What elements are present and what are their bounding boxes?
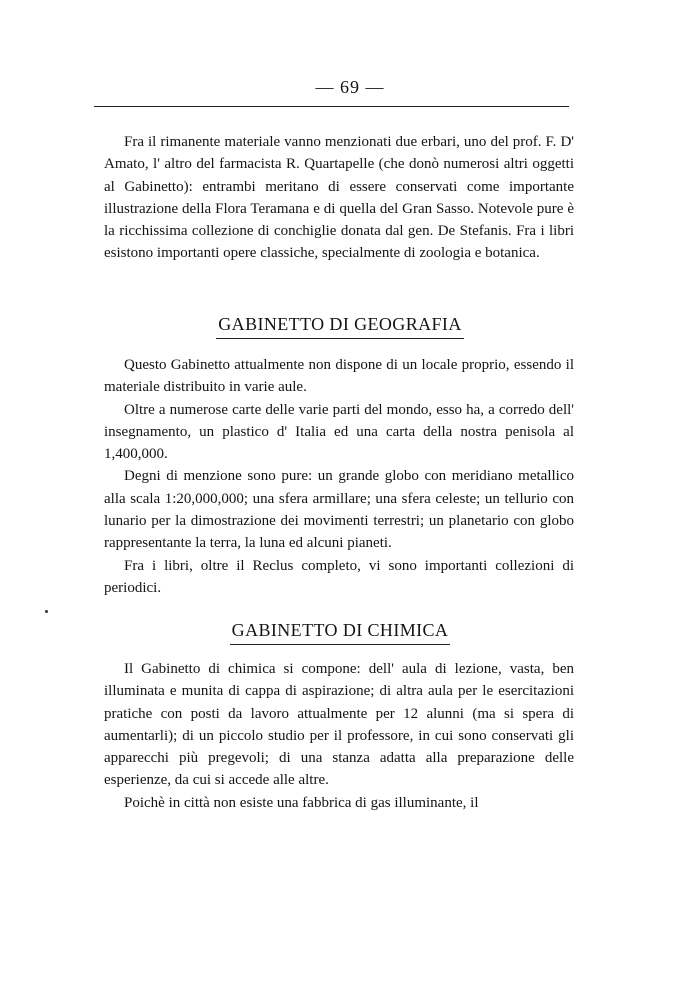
heading-geografia-text: GABINETTO DI GEOGRAFIA: [216, 314, 463, 339]
paragraph-chem-1: Il Gabinetto di chimica si compone: dell' aula di lezione, vasta, ben illuminata e munita di cappa di aspirazione; di altra aula per le esercitazioni pratiche con posti da lavoro attualmente per 12 alunni (ma si spera di aumentarli); di un piccolo studio per il professore, in cui sono conservati gli apparecchi più pregevoli; di una stanza adatta alla preparazione delle esperienze, da cui si accede alle altre.: [104, 661, 574, 789]
print-speck: [45, 610, 48, 613]
paragraph-geo-3: Degni di menzione sono pure: un grande globo con meridiano metallico alla scala 1:20,000,000; una sfera armillare; una sfera celeste; un tellurio con lunario per la dimostrazione dei movimenti terrestri; un planetario con globo rappresentante la terra, la luna ed alcuni pianeti.: [104, 468, 574, 552]
chimica-section: [104, 658, 574, 814]
geografia-section: [104, 354, 574, 599]
paragraph-chem-2: Poichè in città non esiste una fabbrica di gas illuminante, il: [124, 794, 479, 811]
paragraph-geo-2: Oltre a numerose carte delle varie parti del mondo, esso ha, a corredo dell' insegnamento, un plastico d' Italia ed una carta della nostra penisola al 1,400,000.: [104, 401, 574, 463]
heading-geografia: [0, 314, 680, 339]
paragraph-erbari: Fra il rimanente materiale vanno menzionati due erbari, uno del prof. F. D' Amato, l' altro del farmacista R. Quartapelle (che donò numerosi altri oggetti al Gabinetto): entrambi meritano di essere conservati come importante illustrazione della Flora Teramana e di quella del Gran Sasso. Notevole pure è la ricchissima collezione di conchiglie donata dal gen. De Stefanis. Fra i libri esistono importanti opere classiche, specialmente di zoologia e botanica.: [104, 134, 574, 262]
header-rule: [94, 106, 569, 107]
heading-chimica-text: GABINETTO DI CHIMICA: [230, 620, 451, 645]
intro-section: [104, 131, 574, 265]
paragraph-geo-4: Fra i libri, oltre il Reclus completo, vi sono importanti collezioni di periodici.: [104, 557, 574, 596]
page-number: — 69 —: [315, 77, 385, 97]
heading-chimica: [0, 620, 680, 645]
paragraph-geo-1: Questo Gabinetto attualmente non dispone di un locale proprio, essendo il materiale distribuito in varie aule.: [104, 357, 574, 396]
